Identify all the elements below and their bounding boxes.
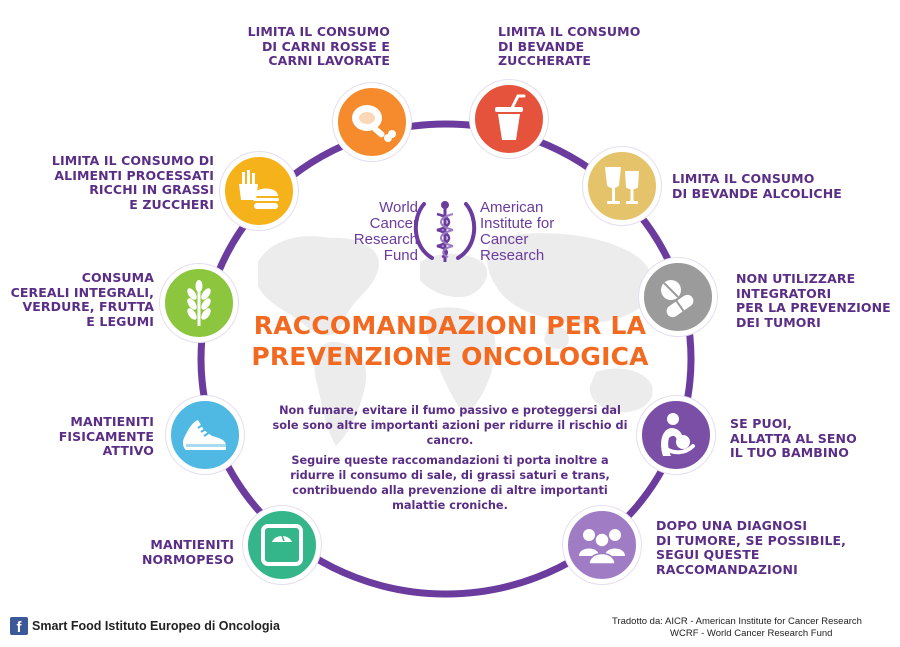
- label-line: MANTIENITI: [150, 537, 234, 552]
- label-line: NON UTILIZZARE: [736, 271, 856, 286]
- after-diagnosis-circle: [563, 506, 641, 584]
- label-line: ATTIVO: [102, 443, 154, 458]
- label-breastfeeding: [730, 417, 880, 461]
- title-line: RACCOMANDAZIONI PER LA: [253, 311, 647, 340]
- wcrf-line: Fund: [383, 247, 418, 264]
- label-line: E ZUCCHERI: [129, 196, 214, 212]
- whole-grains-circle: [160, 264, 238, 342]
- credit-line: WCRF - World Cancer Research Fund: [670, 628, 833, 639]
- breastfeeding-circle: [637, 396, 715, 474]
- label-line: CEREALI INTEGRALI,: [10, 284, 154, 300]
- label-line: RACCOMANDAZIONI: [656, 561, 798, 577]
- wcrf-line: World: [379, 199, 418, 216]
- label-line: LIMITA IL CONSUMO: [247, 24, 390, 39]
- body-paragraph: Non fumare, evitare il fumo passivo e proteggersi dal sole sono altre importanti azioni per ridurre il rischio di cancro.: [272, 404, 628, 447]
- caduceus-icon: [410, 196, 480, 268]
- label-line: RICCHI IN GRASSI: [89, 182, 214, 197]
- label-line: ZUCCHERATE: [498, 53, 591, 68]
- wcrf-line: Cancer: [369, 215, 418, 232]
- label-after-diagnosis: [656, 519, 856, 577]
- label-line: DI BEVANDE: [498, 38, 585, 54]
- aicr-line: Cancer: [480, 231, 529, 248]
- label-red-meat: [220, 25, 390, 69]
- label-line: LIMITA IL CONSUMO: [672, 171, 815, 186]
- footer-credits: [612, 616, 892, 640]
- label-line: ALLATTA AL SENO: [730, 430, 857, 446]
- aicr-logo-text: [480, 200, 600, 264]
- processed-foods-circle: [220, 152, 298, 230]
- footer-left-text: Smart Food Istituto Europeo di Oncologia: [32, 619, 280, 633]
- label-supplements: [736, 272, 896, 330]
- label-line: E LEGUMI: [86, 313, 154, 329]
- footer-facebook-link[interactable]: [10, 617, 280, 635]
- aicr-line: Research: [480, 247, 545, 264]
- alcohol-circle: [583, 147, 661, 225]
- breastfeeding-icon: [649, 408, 703, 462]
- label-line: MANTIENITI: [70, 414, 154, 429]
- label-whole-grains: [6, 271, 154, 329]
- facebook-icon: f: [10, 617, 28, 635]
- supplements-circle: [639, 258, 717, 336]
- label-line: DI BEVANDE ALCOLICHE: [672, 185, 842, 201]
- wheat-icon: [172, 276, 226, 330]
- label-line: DI TUMORE, SE POSSIBILE,: [656, 532, 846, 548]
- sugary-drinks-circle: [470, 80, 548, 158]
- label-line: PER LA PREVENZIONE: [736, 300, 891, 315]
- label-line: LIMITA IL CONSUMO: [498, 24, 641, 39]
- scale-icon: [255, 518, 309, 572]
- label-line: CARNI LAVORATE: [268, 53, 390, 68]
- wine-glasses-icon: [595, 159, 649, 213]
- label-line: LIMITA IL CONSUMO DI: [51, 153, 214, 168]
- label-line: INTEGRATORI: [736, 285, 832, 301]
- label-line: ALIMENTI PROCESSATI: [54, 167, 214, 183]
- fast-food-icon: [232, 164, 286, 218]
- wcrf-logo-text: [322, 200, 418, 264]
- label-line: SEGUI QUESTE: [656, 547, 760, 562]
- physical-activity-circle: [166, 396, 244, 474]
- credit-line: Tradotto da: AICR - American Institute for Cancer Research: [612, 616, 862, 627]
- label-line: NORMOPESO: [141, 551, 234, 567]
- label-line: VERDURE, FRUTTA: [22, 299, 154, 314]
- red-meat-circle: [333, 83, 411, 161]
- label-alcohol: [672, 172, 862, 201]
- normal-weight-circle: [243, 506, 321, 584]
- aicr-line: Institute for: [480, 215, 555, 232]
- label-line: IL TUO BAMBINO: [730, 445, 849, 460]
- label-line: FISICAMENTE: [58, 428, 154, 444]
- running-shoe-icon: [178, 408, 232, 462]
- label-physical-activity: [40, 415, 154, 459]
- aicr-line: American: [480, 199, 544, 216]
- label-line: SE PUOI,: [730, 416, 793, 431]
- label-sugary-drinks: [498, 25, 668, 69]
- body-paragraph: Seguire queste raccomandazioni ti porta inoltre a ridurre il consumo di sale, di grassi saturi e trans, contribuendo alla prevenzione di altre importanti malattie croniche.: [290, 454, 610, 512]
- label-processed-foods: [30, 154, 214, 212]
- wcrf-line: Research: [353, 231, 418, 248]
- label-line: DOPO UNA DIAGNOSI: [656, 518, 808, 533]
- label-normal-weight: [110, 538, 234, 567]
- pills-icon: [651, 270, 705, 324]
- ham-leg-icon: [345, 95, 399, 149]
- page-title: [230, 310, 670, 372]
- title-line: PREVENZIONE ONCOLOGICA: [251, 342, 649, 371]
- label-line: DI CARNI ROSSE E: [261, 38, 390, 54]
- soda-cup-icon: [482, 92, 536, 146]
- label-line: CONSUMA: [81, 270, 154, 285]
- people-group-icon: [575, 518, 629, 572]
- label-line: DEI TUMORI: [736, 314, 821, 330]
